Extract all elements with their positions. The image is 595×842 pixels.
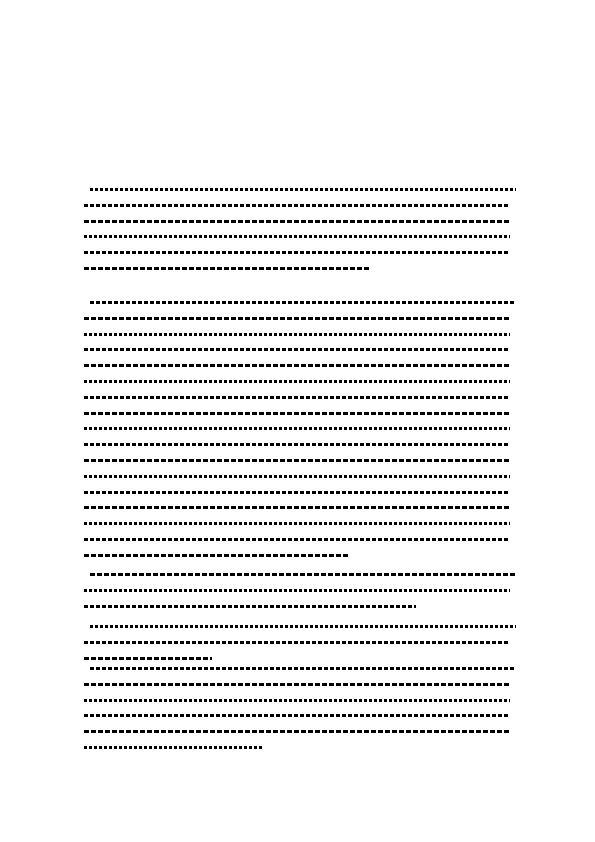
text-line [90,625,516,628]
text-line [84,396,510,399]
text-line [84,491,510,494]
paragraph-2 [84,296,510,565]
text-line [84,380,510,383]
text-line [84,251,510,254]
text-line [84,427,510,430]
text-line [84,348,510,351]
text-line [84,317,510,320]
text-line [84,220,510,223]
text-line [90,667,516,670]
paragraph-5 [84,662,510,757]
text-line [84,641,510,644]
text-line [84,589,510,592]
text-line [84,683,510,686]
text-line [84,204,510,207]
text-line [90,301,516,304]
text-line [84,522,510,525]
text-line [84,730,510,733]
paragraph-4 [84,620,510,667]
text-line [84,412,510,415]
text-line [84,459,510,462]
paragraph-3 [84,568,510,615]
text-line [84,657,212,660]
text-line [84,267,369,270]
text-line [84,235,510,238]
text-line [90,573,516,576]
text-line [84,714,510,717]
text-line [84,475,510,478]
text-line [84,538,510,541]
text-line [84,605,416,608]
text-line [84,506,510,509]
text-line [84,699,510,702]
text-line [84,443,510,446]
text-line [84,746,263,749]
text-line [84,364,510,367]
text-line [84,333,510,336]
text-line [90,188,516,191]
text-line [84,554,348,557]
paragraph-1 [84,183,510,278]
